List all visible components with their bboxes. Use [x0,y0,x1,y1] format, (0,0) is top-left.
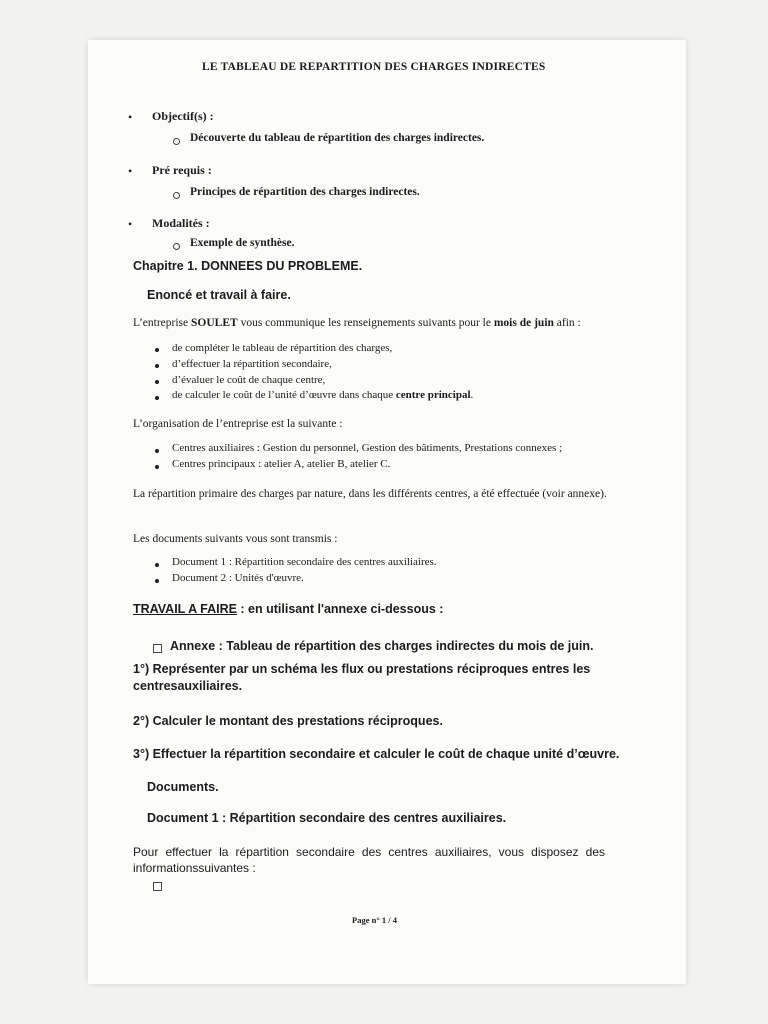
bullet [155,579,159,583]
bullet [155,348,159,352]
chapter-heading: Chapitre 1. DONNEES DU PROBLEME. [133,259,363,273]
modalites-label: Modalités : [152,216,210,230]
objectif-item: Découverte du tableau de répartition des charges indirectes. [190,132,485,144]
bullet [155,465,159,469]
question-2: 2°) Calculer le montant des prestations réciproques. [133,714,443,728]
final-paragraph: Pour effectuer la répartition secondaire des centres auxiliaires, vous disposez des informationssuivantes : [133,845,605,875]
prerequis-item: Principes de répartition des charges indirectes. [190,186,420,198]
modalites-item: Exemple de synthèse. [190,237,295,249]
bullet [155,396,159,400]
list-item: d’effectuer la répartition secondaire, [172,358,332,370]
list-item: Document 2 : Unités d'œuvre. [172,572,304,584]
bullet: • [128,164,133,178]
documents-intro: Les documents suivants vous sont transmis : [133,533,338,545]
circle-bullet-icon [173,192,180,199]
question-1: 1°) Représenter par un schéma les flux ou prestations réciproques entres les centresauxiliaires. [133,662,591,693]
list-item: Centres auxiliaires : Gestion du personnel, Gestion des bâtiments, Prestations connexes ; [172,442,563,454]
document-title: LE TABLEAU DE REPARTITION DES CHARGES INDIRECTES [202,61,546,73]
organisation-intro: L’organisation de l’entreprise est la suivante : [133,418,343,430]
list-item: Centres principaux : atelier A, atelier B, atelier C. [172,458,391,470]
bullet: • [128,110,133,124]
checkbox-icon [153,882,162,891]
bullet: • [128,217,133,231]
bullet [155,364,159,368]
bullet [155,449,159,453]
question-3: 3°) Effectuer la répartition secondaire et calculer le coût de chaque unité d’œuvre. [133,747,620,761]
primary-distribution-paragraph: La répartition primaire des charges par nature, dans les différents centres, a été effectuée (voir annexe). [133,488,607,500]
documents-heading: Documents. [147,780,219,794]
list-item: de calculer le coût de l’unité d’œuvre dans chaque centre principal. [172,389,474,401]
list-item: d’évaluer le coût de chaque centre, [172,374,326,386]
bullet [155,563,159,567]
document-page [88,40,686,984]
intro-paragraph: L’entreprise SOULET vous communique les renseignements suivants pour le mois de juin afin : [133,317,581,329]
page-number: Page n° 1 / 4 [352,915,397,925]
objectif-label: Objectif(s) : [152,109,214,123]
list-item: Document 1 : Répartition secondaire des centres auxiliaires. [172,556,437,568]
bullet [155,380,159,384]
annexe-line: Annexe : Tableau de répartition des charges indirectes du mois de juin. [170,639,594,653]
circle-bullet-icon [173,138,180,145]
circle-bullet-icon [173,243,180,250]
checkbox-icon [153,644,162,653]
prerequis-label: Pré requis : [152,163,212,177]
travail-heading: TRAVAIL A FAIRE : en utilisant l'annexe ci-dessous : [133,602,444,616]
document-1-heading: Document 1 : Répartition secondaire des centres auxiliaires. [147,811,507,825]
enonce-heading: Enoncé et travail à faire. [147,288,291,302]
list-item: de compléter le tableau de répartition des charges, [172,342,393,354]
